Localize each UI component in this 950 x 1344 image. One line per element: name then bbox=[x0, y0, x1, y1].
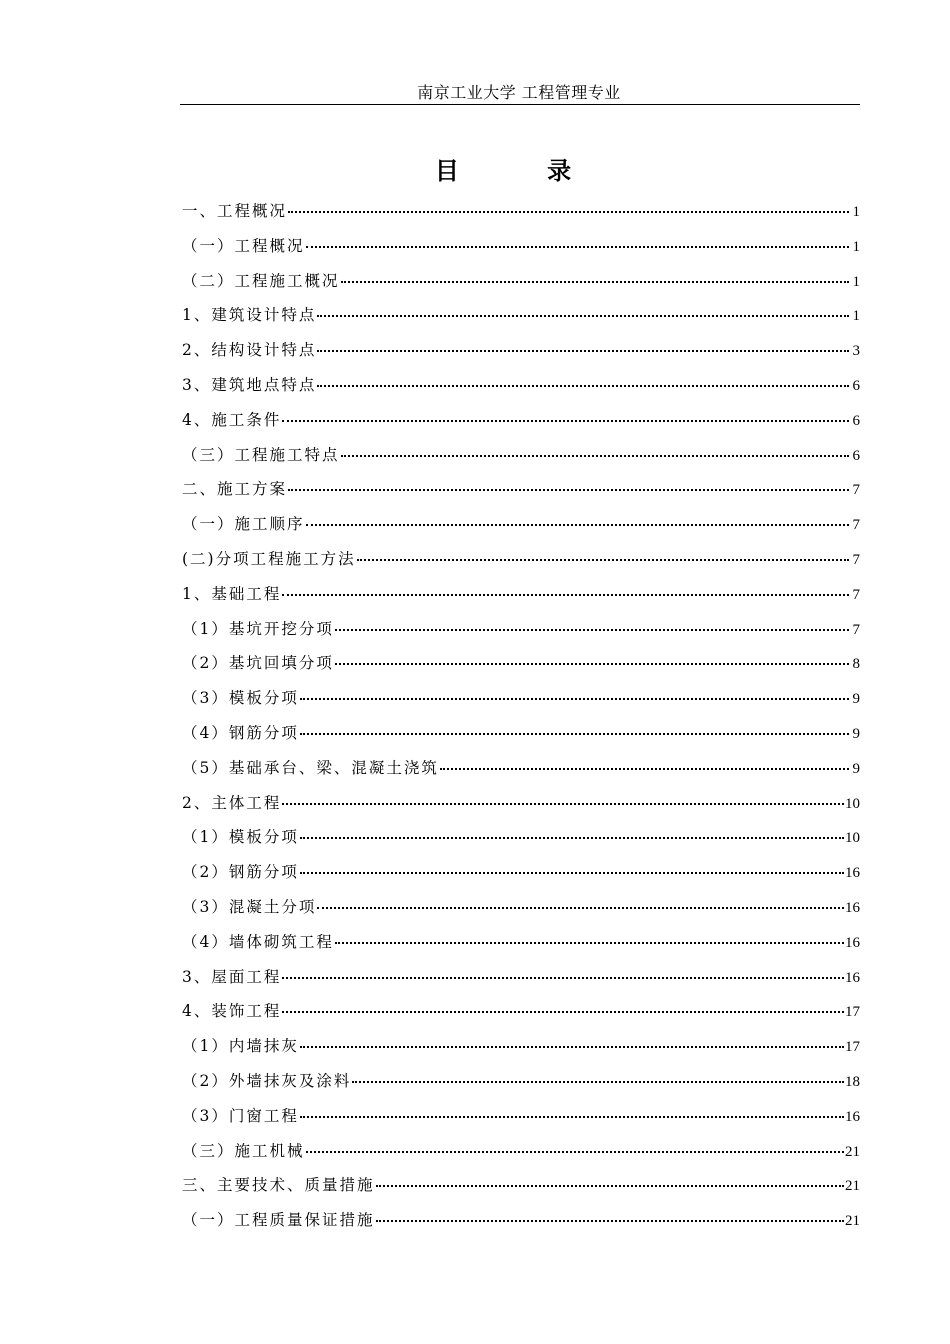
toc-dot-leader bbox=[352, 1068, 844, 1086]
toc-dot-leader bbox=[440, 755, 849, 773]
toc-entry-label: 一、工程概况 bbox=[182, 202, 288, 220]
page-title: 目 录 bbox=[434, 157, 612, 185]
toc-entry-label: （2）基坑回填分项 bbox=[182, 654, 334, 673]
toc-dot-leader bbox=[335, 616, 849, 634]
toc-dot-leader bbox=[335, 650, 849, 668]
toc-dot-leader bbox=[288, 198, 849, 216]
toc-entry[interactable] bbox=[182, 198, 860, 224]
toc-entry-label: 2、主体工程 bbox=[182, 793, 282, 812]
toc-entry-label: （2）外墙抹灰及涂料 bbox=[182, 1072, 352, 1090]
toc-entry-page-number: 6 bbox=[852, 412, 860, 429]
toc-entry-page-number: 21 bbox=[845, 1178, 860, 1195]
toc-dot-leader bbox=[317, 372, 849, 390]
toc-entry[interactable] bbox=[182, 929, 860, 955]
toc-dot-leader bbox=[300, 859, 844, 877]
toc-entry[interactable] bbox=[182, 824, 860, 850]
toc-entry[interactable] bbox=[182, 268, 860, 294]
toc-entry[interactable] bbox=[182, 1068, 860, 1094]
toc-entry-label: （一）施工顺序 bbox=[182, 515, 305, 534]
toc-entry[interactable] bbox=[182, 1138, 860, 1164]
toc-dot-leader bbox=[376, 1172, 844, 1190]
toc-entry[interactable] bbox=[182, 372, 860, 398]
toc-dot-leader bbox=[341, 442, 849, 460]
toc-entry-label: 三、主要技术、质量措施 bbox=[182, 1176, 375, 1195]
toc-entry-label: （1）内墙抹灰 bbox=[182, 1037, 299, 1056]
toc-dot-leader bbox=[341, 268, 849, 286]
toc-entry[interactable] bbox=[182, 616, 860, 642]
toc-entry-page-number: 16 bbox=[845, 900, 860, 916]
toc-entry-label: （一）工程概况 bbox=[182, 236, 305, 255]
toc-entry[interactable] bbox=[182, 685, 860, 711]
toc-entry-page-number: 7 bbox=[852, 482, 860, 499]
toc-entry[interactable] bbox=[182, 894, 860, 920]
toc-entry-page-number: 6 bbox=[852, 447, 860, 464]
toc-dot-leader bbox=[300, 824, 844, 842]
toc-dot-leader bbox=[317, 337, 849, 355]
toc-entry-label: （3）模板分项 bbox=[182, 689, 299, 708]
toc-entry[interactable] bbox=[182, 337, 860, 363]
toc-entry-label: 1、基础工程 bbox=[182, 584, 282, 603]
toc-entry-label: 3、建筑地点特点 bbox=[182, 376, 317, 394]
toc-entry[interactable] bbox=[182, 302, 860, 328]
toc-entry-page-number: 16 bbox=[845, 934, 860, 951]
toc-dot-leader bbox=[282, 581, 849, 599]
toc-entry-label: （4）钢筋分项 bbox=[182, 724, 299, 742]
toc-entry-label: （二）工程施工概况 bbox=[182, 271, 340, 290]
toc-entry-page-number: 3 bbox=[852, 343, 860, 360]
toc-entry-page-number: 1 bbox=[852, 204, 860, 220]
toc-entry-page-number: 17 bbox=[845, 1004, 860, 1021]
toc-entry[interactable] bbox=[182, 407, 860, 433]
toc-dot-leader bbox=[300, 1103, 844, 1121]
toc-entry-label: （3）混凝土分项 bbox=[182, 898, 317, 916]
toc-entry-page-number: 17 bbox=[845, 1039, 860, 1056]
toc-dot-leader bbox=[306, 233, 849, 251]
toc-entry-page-number: 10 bbox=[845, 795, 860, 812]
toc-entry-label: 4、装饰工程 bbox=[182, 1002, 282, 1021]
toc-entry[interactable] bbox=[182, 790, 860, 816]
toc-entry-page-number: 6 bbox=[852, 378, 860, 394]
toc-dot-leader bbox=[317, 302, 849, 320]
toc-dot-leader bbox=[282, 790, 844, 808]
page-header: 南京工业大学 工程管理专业 bbox=[417, 83, 621, 102]
toc-dot-leader bbox=[306, 511, 849, 529]
toc-entry[interactable] bbox=[182, 650, 860, 676]
toc-entry[interactable] bbox=[182, 442, 860, 468]
toc-entry[interactable] bbox=[182, 859, 860, 885]
toc-dot-leader bbox=[282, 407, 849, 425]
toc-entry-label: 4、施工条件 bbox=[182, 410, 282, 429]
toc-entry[interactable] bbox=[182, 964, 860, 990]
toc-entry[interactable] bbox=[182, 1033, 860, 1059]
toc-entry-page-number: 1 bbox=[852, 238, 860, 255]
toc-dot-leader bbox=[376, 1207, 844, 1225]
toc-dot-leader bbox=[357, 546, 849, 564]
toc-entry[interactable] bbox=[182, 546, 860, 572]
toc-entry-page-number: 21 bbox=[845, 1213, 860, 1230]
toc-entry[interactable] bbox=[182, 1172, 860, 1198]
toc-entry-label: （2）钢筋分项 bbox=[182, 863, 299, 882]
toc-entry-page-number: 16 bbox=[845, 1108, 860, 1125]
toc-entry-label: (二)分项工程施工方法 bbox=[182, 550, 356, 568]
toc-entry-page-number: 16 bbox=[845, 865, 860, 882]
toc-dot-leader bbox=[300, 685, 849, 703]
toc-entry-page-number: 7 bbox=[852, 552, 860, 568]
toc-entry-page-number: 16 bbox=[845, 969, 860, 986]
toc-entry-label: （4）墙体砌筑工程 bbox=[182, 932, 334, 951]
toc-dot-leader bbox=[300, 720, 849, 738]
toc-entry[interactable] bbox=[182, 581, 860, 607]
toc-entry[interactable] bbox=[182, 720, 860, 746]
toc-entry[interactable] bbox=[182, 755, 860, 781]
toc-dot-leader bbox=[335, 929, 844, 947]
toc-entry-label: 2、结构设计特点 bbox=[182, 341, 317, 360]
toc-entry-page-number: 1 bbox=[852, 308, 860, 325]
toc-entry-label: 二、施工方案 bbox=[182, 480, 288, 499]
toc-entry-page-number: 21 bbox=[845, 1143, 860, 1160]
toc-entry-label: 1、建筑设计特点 bbox=[182, 306, 317, 325]
toc-entry-page-number: 1 bbox=[852, 273, 860, 290]
toc-dot-leader bbox=[288, 476, 849, 494]
toc-entry-label: （3）门窗工程 bbox=[182, 1106, 299, 1125]
toc-entry-page-number: 8 bbox=[852, 656, 860, 673]
toc-dot-leader bbox=[300, 1033, 844, 1051]
toc-entry-label: （1）基坑开挖分项 bbox=[182, 619, 334, 638]
toc-dot-leader bbox=[282, 998, 844, 1016]
toc-entry-label: （三）工程施工特点 bbox=[182, 445, 340, 464]
toc-entry-page-number: 7 bbox=[852, 586, 860, 603]
toc-entry-label: （5）基础承台、梁、混凝土浇筑 bbox=[182, 758, 439, 777]
toc-entry[interactable] bbox=[182, 233, 860, 259]
toc-entry-label: （一）工程质量保证措施 bbox=[182, 1211, 375, 1230]
toc-entry[interactable] bbox=[182, 998, 860, 1024]
toc-entry-page-number: 7 bbox=[852, 517, 860, 534]
toc-dot-leader bbox=[282, 964, 844, 982]
toc-dot-leader bbox=[306, 1138, 844, 1156]
toc-entry-page-number: 10 bbox=[845, 830, 860, 847]
toc-dot-leader bbox=[317, 894, 844, 912]
toc-entry-label: （1）模板分项 bbox=[182, 828, 299, 847]
toc-entry[interactable] bbox=[182, 1103, 860, 1129]
toc-entry-label: 3、屋面工程 bbox=[182, 967, 282, 986]
header-rule bbox=[180, 104, 860, 105]
toc-entry[interactable] bbox=[182, 511, 860, 537]
toc-entry-label: （三）施工机械 bbox=[182, 1141, 305, 1160]
toc-entry-page-number: 7 bbox=[852, 621, 860, 638]
toc-entry-page-number: 9 bbox=[852, 760, 860, 777]
toc-entry[interactable] bbox=[182, 476, 860, 502]
toc-entry-page-number: 9 bbox=[852, 726, 860, 742]
toc-entry-page-number: 9 bbox=[852, 691, 860, 708]
toc-entry[interactable] bbox=[182, 1207, 860, 1233]
toc-entry-page-number: 18 bbox=[845, 1074, 860, 1090]
